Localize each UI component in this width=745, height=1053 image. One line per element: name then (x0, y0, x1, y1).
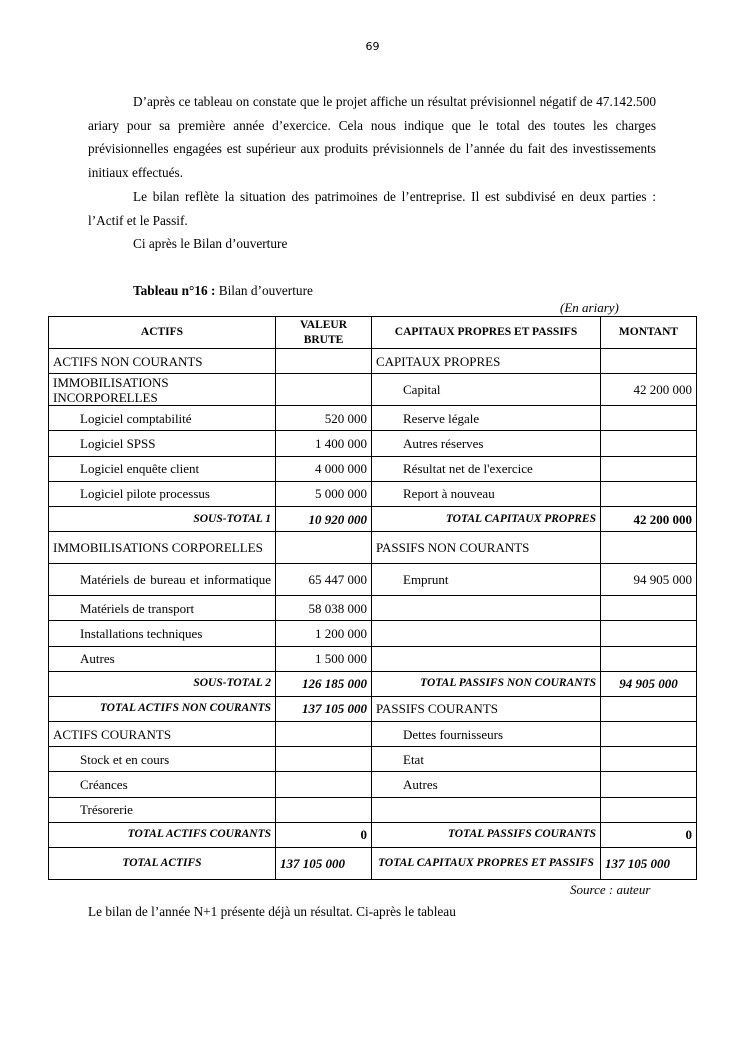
table-row-grand-total (49, 848, 697, 880)
cell-montant (601, 797, 697, 822)
table-row (49, 797, 697, 822)
cell-montant (601, 696, 697, 721)
cell-valeur (276, 532, 372, 564)
cell-passif: TOTAL CAPITAUX PROPRES (372, 506, 601, 531)
cell-valeur: 137 105 000 (276, 696, 372, 721)
cell-montant (601, 349, 697, 374)
cell-valeur: 137 105 000 (276, 848, 372, 880)
cell-valeur: 65 447 000 (276, 564, 372, 596)
cell-valeur (276, 772, 372, 797)
cell-montant (601, 772, 697, 797)
table-row (49, 621, 697, 646)
cell-valeur (276, 722, 372, 747)
table-row-subtotal (49, 506, 697, 531)
cell-actif: SOUS-TOTAL 2 (49, 671, 276, 696)
paragraph-result: D’après ce tableau on constate que le projet affiche un résultat prévisionnel négatif de 47.142.500 ariary pour sa première année d’exercice. Cela nous indique que le total des toutes les charges prévisionnelles engagées est supérieur aux produits prévisionnels de l’année du fait des investissements initiaux effectués. (88, 94, 656, 180)
header-valeur-brute: VALEUR BRUTE (276, 317, 372, 349)
cell-actif: Logiciel pilote processus (49, 481, 276, 506)
table-header-row (49, 317, 697, 349)
cell-actif: ACTIFS COURANTS (49, 722, 276, 747)
cell-valeur: 0 (276, 822, 372, 847)
cell-montant: 42 200 000 (601, 374, 697, 406)
cell-actif: TOTAL ACTIFS NON COURANTS (49, 696, 276, 721)
table-row (49, 481, 697, 506)
cell-valeur: 10 920 000 (276, 506, 372, 531)
cell-passif: TOTAL CAPITAUX PROPRES ET PASSIFS (372, 848, 601, 880)
cell-valeur: 1 400 000 (276, 431, 372, 456)
cell-passif: TOTAL PASSIFS NON COURANTS (372, 671, 601, 696)
table-row (49, 349, 697, 374)
cell-montant (601, 481, 697, 506)
cell-montant (601, 406, 697, 431)
source-note: Source : auteur (570, 882, 651, 897)
cell-actif: Logiciel enquête client (49, 456, 276, 481)
table-row (49, 646, 697, 671)
cell-actif: TOTAL ACTIFS (49, 848, 276, 880)
cell-passif (372, 646, 601, 671)
cell-montant (601, 431, 697, 456)
cell-valeur: 126 185 000 (276, 671, 372, 696)
cell-valeur (276, 349, 372, 374)
cell-passif: Résultat net de l'exercice (372, 456, 601, 481)
table-row (49, 532, 697, 564)
header-actifs: ACTIFS (49, 317, 276, 349)
table-row (49, 456, 697, 481)
bilan-table (48, 316, 697, 880)
cell-passif: Emprunt (372, 564, 601, 596)
cell-montant: 0 (601, 822, 697, 847)
cell-montant: 94 905 000 (601, 671, 697, 696)
cell-passif: CAPITAUX PROPRES (372, 349, 601, 374)
cell-actif: IMMOBILISATIONS INCORPORELLES (49, 374, 276, 406)
cell-passif (372, 596, 601, 621)
cell-valeur (276, 374, 372, 406)
header-capitaux: CAPITAUX PROPRES ET PASSIFS (372, 317, 601, 349)
cell-passif: Etat (372, 747, 601, 772)
cell-montant (601, 646, 697, 671)
table-row (49, 772, 697, 797)
cell-actif: Autres (49, 646, 276, 671)
cell-passif: Autres réserves (372, 431, 601, 456)
table-row-total (49, 696, 697, 721)
cell-montant (601, 722, 697, 747)
cell-montant (601, 747, 697, 772)
table-row (49, 747, 697, 772)
cell-passif (372, 621, 601, 646)
table-row (49, 596, 697, 621)
page-number: 69 (365, 40, 380, 53)
cell-actif: SOUS-TOTAL 1 (49, 506, 276, 531)
cell-actif: Logiciel comptabilité (49, 406, 276, 431)
table-row (49, 722, 697, 747)
cell-passif: Report à nouveau (372, 481, 601, 506)
cell-valeur: 58 038 000 (276, 596, 372, 621)
cell-valeur: 1 500 000 (276, 646, 372, 671)
cell-valeur: 520 000 (276, 406, 372, 431)
cell-actif: Matériels de transport (49, 596, 276, 621)
header-montant: MONTANT (601, 317, 697, 349)
paragraph-after-table: Le bilan de l’année N+1 présente déjà un résultat. Ci-après le tableau (88, 904, 456, 919)
cell-actif: TOTAL ACTIFS COURANTS (49, 822, 276, 847)
table-row (49, 431, 697, 456)
cell-actif: Matériels de bureau et informatique (49, 564, 276, 596)
cell-passif: Dettes fournisseurs (372, 722, 601, 747)
cell-actif: Logiciel SPSS (49, 431, 276, 456)
table-title (133, 283, 313, 299)
cell-valeur: 1 200 000 (276, 621, 372, 646)
cell-valeur: 4 000 000 (276, 456, 372, 481)
cell-montant (601, 621, 697, 646)
cell-passif: PASSIFS COURANTS (372, 696, 601, 721)
cell-actif: Stock et en cours (49, 747, 276, 772)
cell-actif: Trésorerie (49, 797, 276, 822)
cell-actif: Installations techniques (49, 621, 276, 646)
cell-passif: Capital (372, 374, 601, 406)
cell-actif: IMMOBILISATIONS CORPORELLES (49, 532, 276, 564)
table-row (49, 406, 697, 431)
paragraph-intro-table: Ci après le Bilan d’ouverture (133, 236, 288, 251)
table-row-total (49, 822, 697, 847)
cell-montant (601, 532, 697, 564)
cell-montant (601, 596, 697, 621)
paragraph-bilan: Le bilan reflète la situation des patrimoines de l’entreprise. Il est subdivisé en deux parties : l’Actif et le Passif. (88, 189, 656, 228)
table-row (49, 564, 697, 596)
unit-note: (En ariary) (560, 300, 619, 315)
cell-montant (601, 456, 697, 481)
table-title-text: Bilan d’ouverture (215, 283, 313, 298)
cell-passif: TOTAL PASSIFS COURANTS (372, 822, 601, 847)
cell-passif: PASSIFS NON COURANTS (372, 532, 601, 564)
cell-actif: Créances (49, 772, 276, 797)
cell-montant: 42 200 000 (601, 506, 697, 531)
cell-actif: ACTIFS NON COURANTS (49, 349, 276, 374)
cell-valeur (276, 747, 372, 772)
table-row-subtotal (49, 671, 697, 696)
table-row (49, 374, 697, 406)
cell-montant: 137 105 000 (601, 848, 697, 880)
cell-passif (372, 797, 601, 822)
cell-passif: Reserve légale (372, 406, 601, 431)
cell-valeur (276, 797, 372, 822)
cell-valeur: 5 000 000 (276, 481, 372, 506)
cell-passif: Autres (372, 772, 601, 797)
cell-montant: 94 905 000 (601, 564, 697, 596)
table-title-label: Tableau n°16 : (133, 283, 216, 298)
